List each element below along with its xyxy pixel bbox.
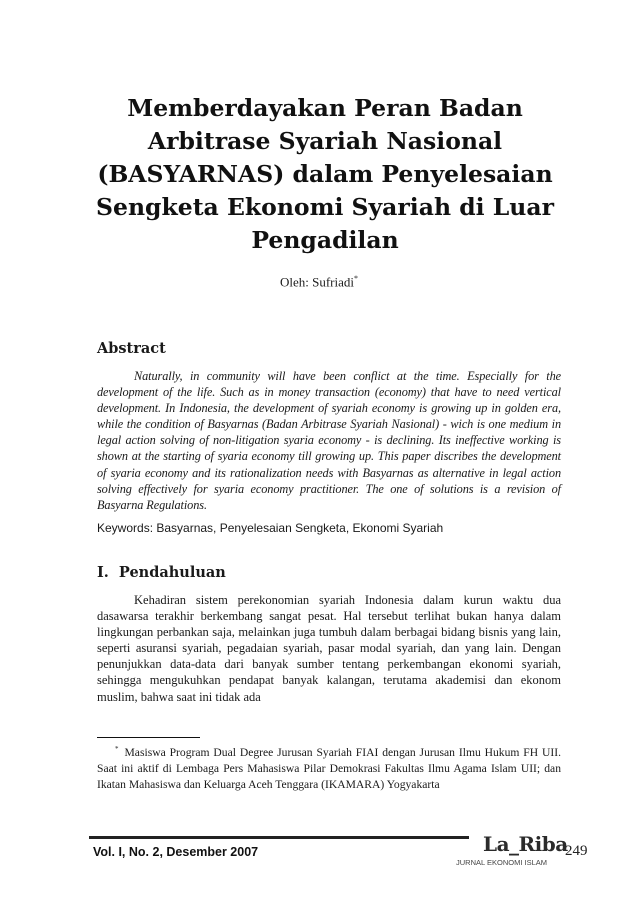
author-line — [0, 274, 638, 290]
section-heading: I. Pendahuluan — [97, 564, 226, 581]
page-number: 249 — [565, 843, 588, 859]
footnote-text: Masiswa Program Dual Degree Jurusan Syariah FIAI dengan Jurusan Ilmu Hukum FH UII. Saat ini aktif di Lembaga Pers Mahasiswa Pilar Demokrasi Fakultas Ilmu Agama Islam UII; dan Ikatan Mahasiswa dan Keluarga Aceh Tenggara (IKAMARA) Yogyakarta — [97, 745, 561, 791]
journal-logo-subtitle: JURNAL EKONOMI ISLAM — [456, 858, 547, 867]
footnote-mark: * — [115, 745, 119, 753]
volume-info: Vol. I, No. 2, Desember 2007 — [93, 845, 259, 859]
author-name: Oleh: Sufriadi — [279, 274, 354, 290]
footer-divider — [89, 836, 469, 839]
journal-logo: La_Riba — [483, 832, 568, 856]
abstract-heading: Abstract — [97, 340, 166, 357]
author-footnote-mark: * — [354, 274, 358, 283]
footnote-divider — [97, 737, 200, 738]
article-title: Memberdayakan Peran Badan Arbitrase Syariah Nasional (BASYARNAS) dalam Penyelesaian Sengketa Ekonomi Syariah di Luar Pengadilan — [96, 94, 554, 254]
keywords: Keywords: Basyarnas, Penyelesaian Sengketa, Ekonomi Syariah — [97, 521, 444, 535]
abstract-text: Naturally, in community will have been conflict at the time. Especially for the development of the life. Such as in money transaction (economy) that have to need vertical development. In Indonesia, the development of syariah economy is growing up in golden era, while the condition of Basyarnas (Badan Arbitrase Syariah Nasional) - wich is one medium in legal action solving of non-litigation syaria economy - is declining. Its ineffective working is shown at the starting of syaria economy till growing up. This paper discribes the development of syaria economy and its rationalization needs with Basyarnas as alternative in legal action solving effectively for syaria economy practitioner. The one of solutions is a revision of Basyarna Regulations. — [97, 369, 561, 512]
footnote — [97, 741, 561, 793]
section-paragraph: Kehadiran sistem perekonomian syariah Indonesia dalam kurun waktu dua dasawarsa terakhir berkembang sangat pesat. Hal tersebut terlihat bukan hanya dalam lingkungan perbankan saja, melainkan juga tumbuh dalam berbagai bidang bisnis yang lain, seperti asuransi syariah, pegadaian syariah, pasar modal syariah, dan yang lain. Dengan penunjukkan data-data dari banyak sumber tentang perkembangan ekonomi syariah, sehingga mengukuhkan pendapat banyak kalangan, terutama akademisi dan ekonom muslim, bahwa saat ini tidak ada — [97, 593, 561, 704]
